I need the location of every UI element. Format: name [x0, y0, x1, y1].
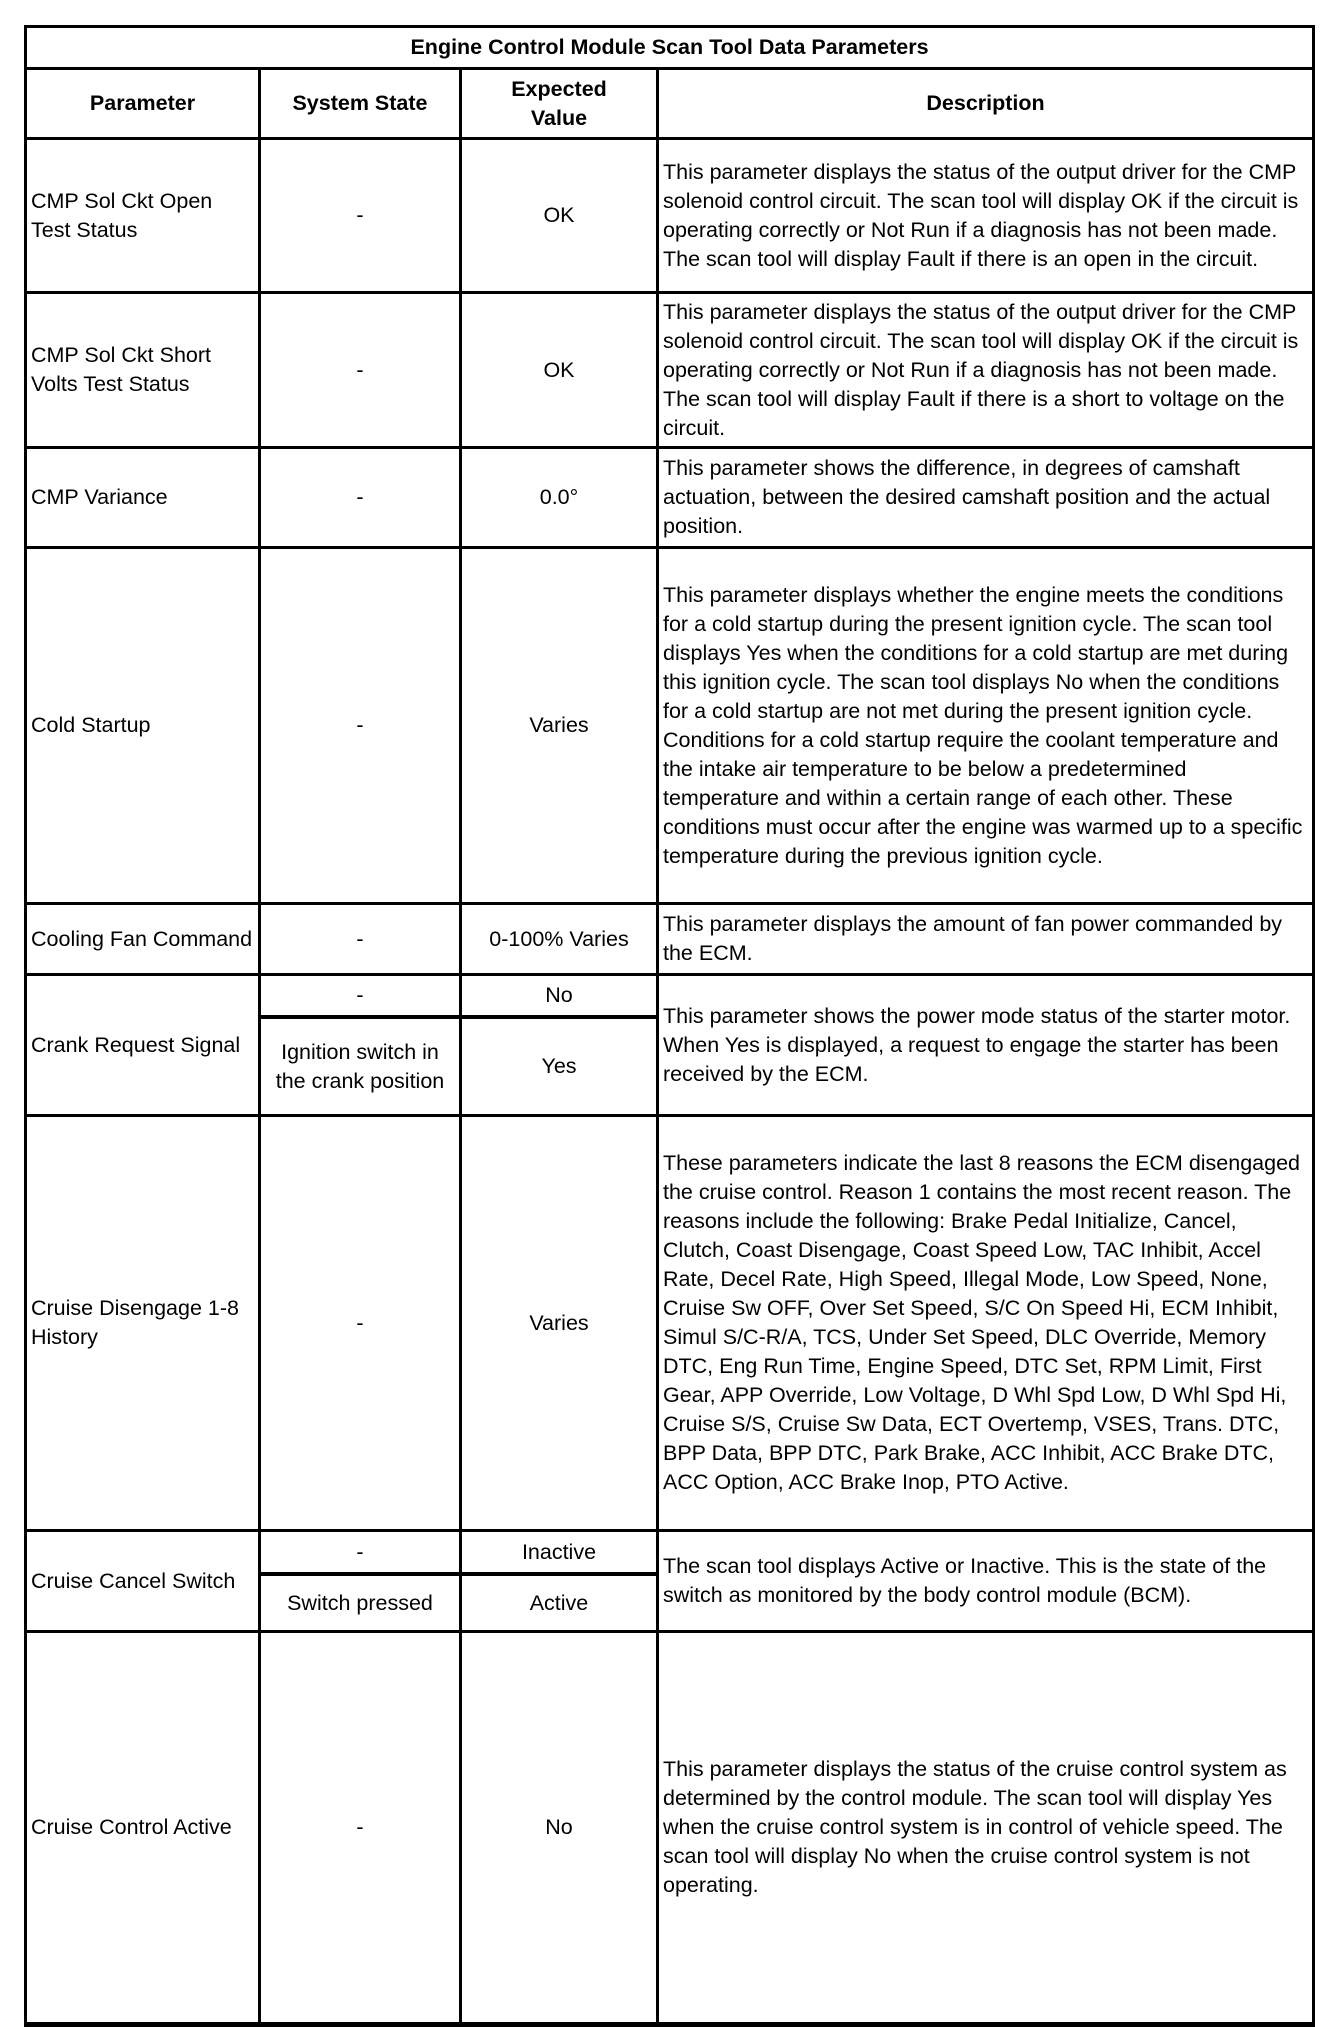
column-header-description: Description	[658, 69, 1314, 139]
system-state-cell: -	[260, 139, 461, 293]
table-row	[26, 548, 1314, 904]
table-row	[26, 139, 1314, 293]
table-row	[26, 975, 1314, 1018]
system-state-cell: -	[260, 904, 461, 975]
expected-value-cell: OK	[461, 139, 658, 293]
expected-value-cell: 0.0°	[461, 448, 658, 548]
description-cell: This parameter displays the status of the output driver for the CMP solenoid control circuit. The scan tool will display OK if the circuit is operating correctly or Not Run if a diagnosis has not been made. The scan tool will display Fault if there is a short to voltage on the circuit.	[658, 293, 1314, 448]
scan-tool-data-table	[24, 25, 1315, 2027]
description-cell: This parameter shows the power mode status of the starter motor. When Yes is displayed, a request to engage the starter has been received by the ECM.	[658, 975, 1314, 1116]
parameter-cell: Cruise Control Active	[26, 1632, 260, 2025]
expected-value-cell: Active	[461, 1574, 658, 1632]
expected-value-cell: Inactive	[461, 1531, 658, 1575]
table-row	[26, 448, 1314, 548]
system-state-cell: -	[260, 1531, 461, 1575]
system-state-cell: -	[260, 293, 461, 448]
system-state-cell: Switch pressed	[260, 1574, 461, 1632]
description-cell: This parameter displays the status of the cruise control system as determined by the control module. The scan tool will display Yes when the cruise control system is in control of vehicle speed. The scan tool will display No when the cruise control system is not operating.	[658, 1632, 1314, 2025]
expected-value-cell: 0-100% Varies	[461, 904, 658, 975]
column-header-expected-value: Expected Value	[461, 69, 658, 139]
header-row	[26, 69, 1314, 139]
expected-value-cell: No	[461, 1632, 658, 2025]
table-row	[26, 293, 1314, 448]
table-row	[26, 904, 1314, 975]
system-state-cell: -	[260, 548, 461, 904]
parameter-cell: Crank Request Signal	[26, 975, 260, 1116]
system-state-cell: -	[260, 975, 461, 1018]
parameter-cell: CMP Sol Ckt Open Test Status	[26, 139, 260, 293]
table-title: Engine Control Module Scan Tool Data Parameters	[26, 27, 1314, 69]
column-header-system-state: System State	[260, 69, 461, 139]
expected-value-cell: Varies	[461, 548, 658, 904]
column-header-parameter: Parameter	[26, 69, 260, 139]
expected-value-cell: Varies	[461, 1116, 658, 1531]
parameter-cell: Cold Startup	[26, 548, 260, 904]
description-cell: This parameter shows the difference, in degrees of camshaft actuation, between the desired camshaft position and the actual position.	[658, 448, 1314, 548]
expected-value-cell: No	[461, 975, 658, 1018]
description-cell: The scan tool displays Active or Inactive. This is the state of the switch as monitored by the body control module (BCM).	[658, 1531, 1314, 1632]
description-cell: This parameter displays the status of the output driver for the CMP solenoid control circuit. The scan tool will display OK if the circuit is operating correctly or Not Run if a diagnosis has not been made. The scan tool will display Fault if there is an open in the circuit.	[658, 139, 1314, 293]
parameter-cell: CMP Variance	[26, 448, 260, 548]
parameter-cell: Cruise Disengage 1-8 History	[26, 1116, 260, 1531]
system-state-cell: -	[260, 1116, 461, 1531]
description-cell: This parameter displays whether the engine meets the conditions for a cold startup during the present ignition cycle. The scan tool displays Yes when the conditions for a cold startup are met during this ignition cycle. The scan tool displays No when the conditions for a cold startup are not met during the present ignition cycle. Conditions for a cold startup require the coolant temperature and the intake air temperature to be below a predetermined temperature and within a certain range of each other. These conditions must occur after the engine was warmed up to a specific temperature during the previous ignition cycle.	[658, 548, 1314, 904]
table-row	[26, 1531, 1314, 1575]
table-row	[26, 1632, 1314, 2025]
description-cell: This parameter displays the amount of fan power commanded by the ECM.	[658, 904, 1314, 975]
system-state-cell: Ignition switch in the crank position	[260, 1017, 461, 1116]
parameter-cell: Cooling Fan Command	[26, 904, 260, 975]
parameter-cell: CMP Sol Ckt Short Volts Test Status	[26, 293, 260, 448]
system-state-cell: -	[260, 448, 461, 548]
system-state-cell: -	[260, 1632, 461, 2025]
parameter-cell: Cruise Cancel Switch	[26, 1531, 260, 1632]
expected-value-cell: OK	[461, 293, 658, 448]
expected-value-cell: Yes	[461, 1017, 658, 1116]
table-row	[26, 1116, 1314, 1531]
description-cell: These parameters indicate the last 8 reasons the ECM disengaged the cruise control. Reason 1 contains the most recent reason. The reasons include the following: Brake Pedal Initialize, Cancel, Clutch, Coast Disengage, Coast Speed Low, TAC Inhibit, Accel Rate, Decel Rate, High Speed, Illegal Mode, Low Speed, None, Cruise Sw OFF, Over Set Speed, S/C On Speed Hi, ECM Inhibit, Simul S/C-R/A, TCS, Under Set Speed, DLC Override, Memory DTC, Eng Run Time, Engine Speed, DTC Set, RPM Limit, First Gear, APP Override, Low Voltage, D Whl Spd Low, D Whl Spd Hi, Cruise S/S, Cruise Sw Data, ECT Overtemp, VSES, Trans. DTC, BPP Data, BPP DTC, Park Brake, ACC Inhibit, ACC Brake DTC, ACC Option, ACC Brake Inop, PTO Active.	[658, 1116, 1314, 1531]
